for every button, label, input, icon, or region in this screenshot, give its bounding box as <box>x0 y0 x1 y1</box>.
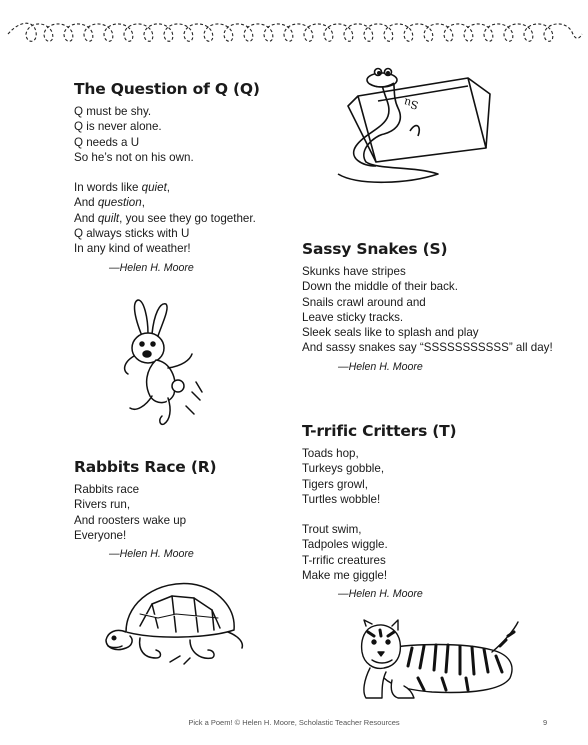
poem-line: So he’s not on his own. <box>74 150 194 164</box>
poem-trrific-critters <box>302 422 456 600</box>
poem-line: Q must be shy. <box>74 105 152 118</box>
poem-question-of-q <box>74 80 260 274</box>
poem-line: Make me giggle! <box>302 569 388 583</box>
poem-rabbits-race <box>74 458 216 560</box>
poem-sassy-snakes <box>302 240 553 373</box>
decorative-loop-border <box>0 14 588 54</box>
poem-line: Trout swim, <box>302 523 362 537</box>
footer-credit: Pick a Poem! © Helen H. Moore, Scholastic Teacher Resources <box>188 718 400 727</box>
poem-line: And roosters wake up <box>74 513 187 527</box>
poem-line: Toads hop, <box>302 447 359 460</box>
poem-line: Q is never alone. <box>74 120 162 134</box>
poem-title: Rabbits Race (R) <box>74 458 217 476</box>
tiger-illustration <box>352 618 522 704</box>
poem-title: Sassy Snakes (S) <box>302 240 448 258</box>
poem-line: Turtles wobble! <box>302 492 381 506</box>
poem-line: In any kind of weather! <box>74 242 191 256</box>
poem-author: —Helen H. Moore <box>338 360 423 373</box>
bag-label-text: Su <box>402 95 420 112</box>
snake-in-bag-illustration <box>318 66 498 186</box>
poem-line: Rabbits race <box>74 483 140 496</box>
poem-line: Sleek seals like to splash and play <box>302 326 479 340</box>
poem-line: Skunks have stripes <box>302 265 406 278</box>
rabbit-illustration <box>112 296 216 432</box>
poem-author: —Helen H. Moore <box>109 261 194 274</box>
poem-line: Rivers run, <box>74 498 131 512</box>
poem-line: Q always sticks with U <box>74 227 190 241</box>
poem-line: Leave sticky tracks. <box>302 310 404 324</box>
poem-line: Turkeys gobble, <box>302 462 385 476</box>
poem-line: In words like quiet, <box>74 181 171 195</box>
poem-line: Tigers growl, <box>302 477 368 491</box>
poem-line: And question, <box>74 196 145 210</box>
poem-line: Everyone! <box>74 528 127 542</box>
poem-line: Down the middle of their back. <box>302 280 458 294</box>
poem-line: Snails crawl around and <box>302 295 426 309</box>
poem-line: T-rrific creatures <box>302 553 386 567</box>
poem-title: T-rrific Critters (T) <box>302 422 457 440</box>
page-number: 9 <box>543 718 548 727</box>
poem-author: —Helen H. Moore <box>109 548 194 561</box>
poem-author: —Helen H. Moore <box>338 588 423 601</box>
poem-title: The Question of Q (Q) <box>74 80 260 98</box>
poem-line: And sassy snakes say “SSSSSSSSSSS” all day! <box>302 341 553 355</box>
poem-line: Q needs a U <box>74 135 140 149</box>
poem-line: And quilt, you see they go together. <box>74 211 256 225</box>
turtle-illustration <box>100 566 250 672</box>
poem-line: Tadpoles wiggle. <box>302 538 388 552</box>
